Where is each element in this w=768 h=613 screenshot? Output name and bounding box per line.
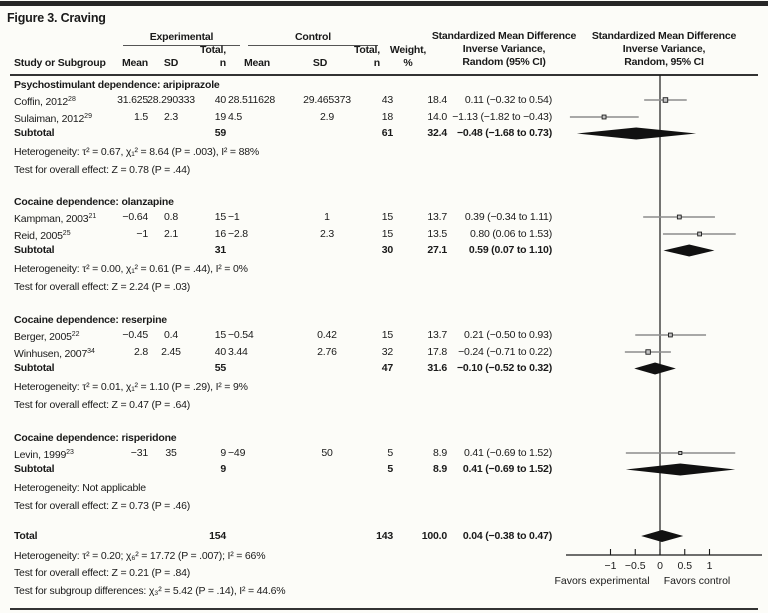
reference-superscript: 21 (88, 212, 97, 220)
col-exp-mean-header: Mean (121, 57, 148, 69)
exp-total-n: 9 (220, 446, 226, 459)
exp-total-n: 16 (214, 227, 226, 240)
subtotal-diamond (663, 245, 714, 257)
control-mean: −1 (228, 210, 240, 223)
axis-tick-label: −0.5 (624, 560, 646, 572)
control-mean: −0.54 (228, 328, 254, 341)
exp-mean: 2.8 (134, 345, 148, 358)
exp-total-n: 31 (214, 244, 226, 256)
study-name: Berger, 2005$^{22}$ (14, 330, 80, 343)
weight-percent: 32.4 (427, 127, 447, 139)
subgroup-header: Cocaine dependence: reserpine (14, 313, 167, 326)
smd-ci-text: 0.41 (−0.69 to 1.52) (464, 446, 552, 459)
smd-ci-text: 0.04 (−0.38 to 0.47) (462, 529, 552, 542)
overall-effect-text: Test for overall effect: Z = 0.21 (P = .84) (14, 567, 191, 579)
effect-square (698, 232, 702, 236)
smd-ci-text: −0.10 (−0.52 to 0.32) (456, 362, 552, 374)
overall-effect-text: Test for overall effect: Z = 2.24 (P = .03) (14, 280, 191, 293)
exp-total-n: 9 (220, 463, 226, 475)
control-sd: 2.76 (317, 345, 337, 358)
control-total-n: 143 (376, 529, 393, 542)
col-weight-header-line2: % (403, 57, 413, 69)
heterogeneity-text: Heterogeneity: τ² = 0.01, χ₁² = 1.10 (P = .29), I² = 9% (14, 381, 248, 393)
control-mean: −2.8 (228, 227, 248, 240)
exp-total-n: 15 (214, 328, 226, 341)
figure-title: Figure 3. Craving (7, 11, 106, 25)
control-sd: 1 (324, 210, 330, 223)
col-weight-header-line1: Weight, (389, 44, 427, 56)
favors-control-label: Favors control (663, 575, 731, 587)
exp-sd: 2.1 (164, 227, 178, 240)
control-total-n: 18 (381, 110, 393, 123)
exp-mean: −1 (136, 227, 148, 240)
weight-percent: 31.6 (427, 362, 447, 374)
col-smd-header-line3: Random (95% CI) (462, 56, 546, 68)
exp-mean: −0.64 (122, 210, 148, 223)
axis-tick-label: 0 (657, 560, 663, 572)
col-exp-sd-header: SD (163, 57, 179, 69)
study-name: Reid, 2005$^{25}$ (14, 229, 71, 242)
study-name: Coffin, 2012$^{28}$ (14, 95, 76, 108)
heterogeneity-text: Heterogeneity: Not applicable (14, 482, 146, 494)
study-name: Winhusen, 2007$^{34}$ (14, 347, 95, 360)
col-ctl-total-header-line2: n (373, 57, 380, 69)
control-group-header: Control (295, 31, 331, 43)
exp-sd: 0.8 (164, 210, 178, 223)
subtotal-label: Subtotal (14, 463, 55, 475)
exp-total-n: 40 (214, 345, 226, 358)
subtotal-label: Subtotal (14, 362, 55, 374)
exp-mean: −0.45 (122, 328, 148, 341)
effect-square (677, 215, 681, 219)
smd-ci-text: −0.48 (−1.68 to 0.73) (456, 127, 552, 139)
control-sd: 29.465373 (303, 93, 351, 106)
subtotal-label: Subtotal (14, 127, 55, 139)
control-total-n: 32 (381, 345, 393, 358)
smd-ci-text: 0.59 (0.07 to 1.10) (468, 244, 552, 256)
heterogeneity-text: Heterogeneity: τ² = 0.67, χ₁² = 8.64 (P = .003), I² = 88% (14, 146, 259, 158)
effect-square (668, 333, 672, 337)
subtotal-diamond (626, 464, 735, 476)
control-sd: 2.3 (320, 227, 334, 240)
reference-superscript: 22 (71, 330, 80, 338)
weight-percent: 13.5 (427, 227, 447, 240)
weight-percent: 14.0 (427, 110, 447, 123)
control-mean: 28.511628 (228, 93, 276, 106)
weight-percent: 27.1 (427, 244, 447, 256)
exp-total-n: 40 (214, 93, 226, 106)
exp-sd: 2.45 (161, 345, 181, 358)
exp-mean: 31.625 (117, 93, 148, 106)
exp-mean: 1.5 (134, 110, 148, 123)
weight-percent: 8.9 (433, 463, 447, 475)
control-total-n: 15 (381, 210, 393, 223)
overall-effect-text: Test for overall effect: Z = 0.78 (P = .44) (14, 163, 191, 176)
axis-tick-label: 1 (706, 560, 713, 572)
reference-superscript: 34 (87, 347, 95, 355)
control-sd: 50 (321, 446, 333, 459)
weight-percent: 13.7 (427, 210, 447, 223)
total-diamond (641, 530, 683, 542)
overall-effect-text: Test for overall effect: Z = 0.73 (P = .46) (14, 499, 191, 512)
col-smd-header-line2: Inverse Variance, (462, 43, 546, 55)
control-total-n: 15 (381, 227, 393, 240)
heterogeneity-text: Heterogeneity: τ² = 0.00, χ₁² = 0.61 (P = .44), I² = 0% (14, 263, 248, 275)
control-sd: 2.9 (320, 110, 334, 123)
effect-square (679, 451, 682, 454)
col-exp-total-header-line1: Total, (199, 44, 226, 56)
subtotal-diamond (634, 363, 676, 375)
control-total-n: 61 (381, 127, 393, 139)
col-ctl-mean-header: Mean (243, 57, 271, 69)
smd-ci-text: 0.80 (0.06 to 1.53) (469, 227, 552, 240)
control-total-n: 30 (381, 244, 393, 256)
control-sd: 0.42 (317, 328, 337, 341)
smd-ci-text: −0.24 (−0.71 to 0.22) (458, 345, 552, 358)
total-label: Total (14, 529, 38, 542)
smd-ci-text: −1.13 (−1.82 to −0.43) (452, 110, 552, 123)
exp-sd: 35 (165, 446, 177, 459)
control-mean: −49 (228, 446, 246, 459)
experimental-group-header: Experimental (149, 31, 214, 43)
exp-mean: −31 (130, 446, 148, 459)
control-total-n: 47 (381, 362, 393, 374)
subgroup-header: Cocaine dependence: risperidone (14, 431, 177, 444)
reference-superscript: 25 (62, 229, 71, 237)
control-total-n: 5 (387, 446, 393, 459)
weight-percent: 100.0 (421, 529, 447, 542)
study-name: Levin, 1999$^{23}$ (14, 448, 74, 461)
exp-total-n: 19 (214, 110, 226, 123)
weight-percent: 18.4 (427, 93, 447, 106)
reference-superscript: 28 (68, 95, 76, 103)
weight-percent: 8.9 (433, 446, 447, 459)
favors-experimental-label: Favors experimental (554, 575, 650, 587)
col-ctl-total-header-line1: Total, (353, 44, 380, 56)
control-mean: 4.5 (228, 110, 242, 123)
col-ctl-sd-header: SD (312, 57, 328, 69)
overall-effect-text: Test for overall effect: Z = 0.47 (P = .64) (14, 398, 191, 411)
subgroup-header: Cocaine dependence: olanzapine (14, 195, 174, 208)
effect-square (602, 115, 606, 119)
exp-total-n: 55 (214, 362, 226, 374)
col-plot-header-line1: Standardized Mean Difference (591, 30, 737, 42)
control-total-n: 5 (387, 463, 393, 475)
weight-percent: 13.7 (427, 328, 447, 341)
exp-sd: 28.290333 (147, 93, 195, 106)
col-plot-header-line3: Random, 95% CI (624, 56, 704, 68)
heterogeneity-text: Heterogeneity: τ² = 0.20; χ₆² = 17.72 (P = .007); I² = 66% (14, 549, 266, 562)
col-smd-header-line1: Standardized Mean Difference (431, 30, 577, 42)
control-total-n: 43 (381, 93, 393, 106)
smd-ci-text: 0.21 (−0.50 to 0.93) (464, 328, 552, 341)
axis-tick-label: −1 (604, 560, 617, 572)
smd-ci-text: 0.41 (−0.69 to 1.52) (462, 463, 552, 475)
effect-square (646, 350, 650, 354)
control-total-n: 15 (381, 328, 393, 341)
axis-tick-label: 0.5 (677, 560, 693, 572)
exp-sd: 0.4 (164, 328, 178, 341)
subtotal-diamond (577, 128, 696, 140)
subtotal-label: Subtotal (14, 244, 55, 256)
col-plot-header-line2: Inverse Variance, (622, 43, 706, 55)
subgroup-differences-text: Test for subgroup differences: χ₃² = 5.42 (P = .14), I² = 44.6% (14, 584, 286, 597)
col-exp-total-header-line2: n (219, 57, 226, 69)
exp-sd: 2.3 (164, 110, 178, 123)
reference-superscript: 23 (66, 448, 74, 456)
col-study-header: Study or Subgroup (14, 57, 106, 69)
exp-total-n: 15 (214, 210, 226, 223)
effect-square (663, 98, 668, 103)
subgroup-header: Psychostimulant dependence: aripiprazole (14, 78, 220, 91)
study-name: Kampman, 2003$^{21}$ (14, 212, 97, 225)
weight-percent: 17.8 (427, 345, 447, 358)
study-name: Sulaiman, 2012$^{29}$ (14, 112, 92, 125)
control-mean: 3.44 (228, 345, 248, 358)
exp-total-n: 154 (209, 529, 226, 542)
reference-superscript: 29 (84, 112, 92, 120)
smd-ci-text: 0.39 (−0.34 to 1.11) (464, 210, 552, 223)
smd-ci-text: 0.11 (−0.32 to 0.54) (464, 93, 552, 106)
exp-total-n: 59 (214, 127, 226, 139)
